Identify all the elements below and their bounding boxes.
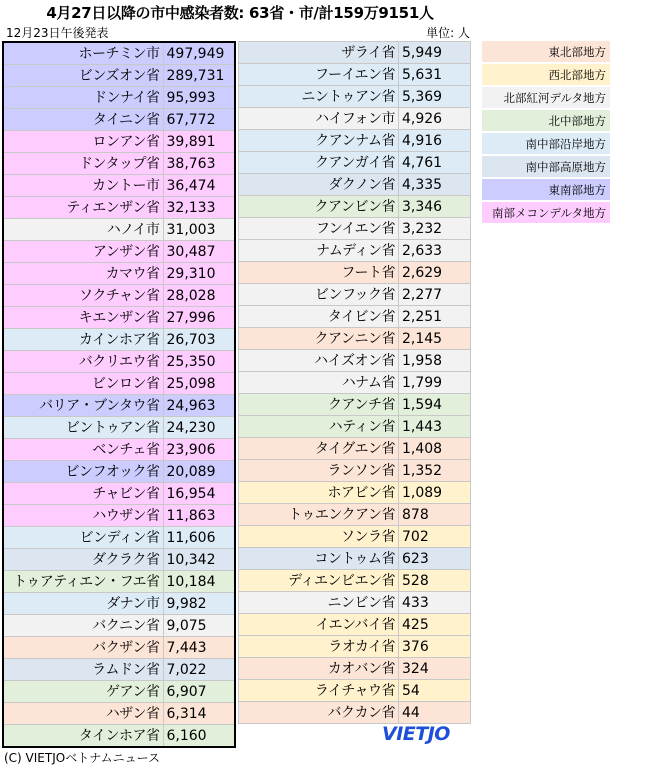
province-row xyxy=(3,461,235,483)
case-count: 44 xyxy=(399,702,471,724)
legend-item xyxy=(482,201,610,224)
province-row xyxy=(239,658,471,680)
province-name: アンザン省 xyxy=(3,241,163,263)
case-count: 54 xyxy=(399,680,471,702)
province-row xyxy=(3,549,235,571)
case-count: 1,594 xyxy=(399,394,471,416)
legend-item xyxy=(482,86,610,109)
province-name: ハウザン省 xyxy=(3,505,163,527)
province-name: ラムドン省 xyxy=(3,659,163,681)
province-row xyxy=(239,680,471,702)
case-count: 4,761 xyxy=(399,152,471,174)
case-count: 289,731 xyxy=(163,65,235,87)
province-row xyxy=(239,702,471,724)
province-row xyxy=(239,64,471,86)
case-count: 27,996 xyxy=(163,307,235,329)
case-count: 38,763 xyxy=(163,153,235,175)
province-row xyxy=(3,395,235,417)
province-name: ビンロン省 xyxy=(3,373,163,395)
province-row xyxy=(239,328,471,350)
province-row xyxy=(239,394,471,416)
province-row xyxy=(239,548,471,570)
legend-item xyxy=(482,155,610,178)
province-row xyxy=(3,263,235,285)
case-count: 5,949 xyxy=(399,42,471,64)
case-count: 28,028 xyxy=(163,285,235,307)
legend-label: 東南部地方 xyxy=(482,178,610,201)
legend-item xyxy=(482,109,610,132)
province-row xyxy=(239,416,471,438)
case-count: 67,772 xyxy=(163,109,235,131)
province-name: ライチャウ省 xyxy=(239,680,399,702)
legend-label: 東北部地方 xyxy=(482,41,610,63)
province-row xyxy=(239,130,471,152)
case-count: 31,003 xyxy=(163,219,235,241)
legend-label: 北中部地方 xyxy=(482,109,610,132)
province-name: ビンズオン省 xyxy=(3,65,163,87)
legend-label: 北部紅河デルタ地方 xyxy=(482,86,610,109)
province-row xyxy=(239,438,471,460)
case-count: 702 xyxy=(399,526,471,548)
province-row xyxy=(239,306,471,328)
province-row xyxy=(239,504,471,526)
province-row xyxy=(3,285,235,307)
province-name: クアンビン省 xyxy=(239,196,399,218)
province-row xyxy=(3,373,235,395)
case-count: 1,408 xyxy=(399,438,471,460)
case-count: 324 xyxy=(399,658,471,680)
province-name: ドンナイ省 xyxy=(3,87,163,109)
case-count: 2,633 xyxy=(399,240,471,262)
province-name: カマウ省 xyxy=(3,263,163,285)
case-count: 11,863 xyxy=(163,505,235,527)
province-row xyxy=(239,570,471,592)
case-count: 2,277 xyxy=(399,284,471,306)
legend-label: 南部メコンデルタ地方 xyxy=(482,201,610,224)
province-name: ニンビン省 xyxy=(239,592,399,614)
legend-label: 西北部地方 xyxy=(482,63,610,86)
case-count: 4,926 xyxy=(399,108,471,130)
province-name: ホーチミン市 xyxy=(3,42,163,65)
province-name: クアンチ省 xyxy=(239,394,399,416)
province-row xyxy=(3,219,235,241)
province-row xyxy=(239,240,471,262)
province-name: タイビン省 xyxy=(239,306,399,328)
case-count: 30,487 xyxy=(163,241,235,263)
case-count: 878 xyxy=(399,504,471,526)
case-count: 26,703 xyxy=(163,329,235,351)
vietjo-logo: VIETJO xyxy=(382,723,450,745)
province-name: ハノイ市 xyxy=(3,219,163,241)
province-name: バクリエウ省 xyxy=(3,351,163,373)
province-row xyxy=(3,637,235,659)
case-count: 1,958 xyxy=(399,350,471,372)
case-count: 29,310 xyxy=(163,263,235,285)
case-count: 1,089 xyxy=(399,482,471,504)
legend-label: 南中部高原地方 xyxy=(482,155,610,178)
province-name: コントゥム省 xyxy=(239,548,399,570)
province-row xyxy=(239,460,471,482)
copyright-text: (C) VIETJOベトナムニュース xyxy=(4,751,161,765)
case-count: 6,907 xyxy=(163,681,235,703)
province-name: フンイエン省 xyxy=(239,218,399,240)
case-count: 3,232 xyxy=(399,218,471,240)
province-row xyxy=(3,505,235,527)
case-count: 497,949 xyxy=(163,42,235,65)
province-row xyxy=(3,703,235,725)
case-count: 1,443 xyxy=(399,416,471,438)
province-row xyxy=(239,86,471,108)
province-name: フーイエン省 xyxy=(239,64,399,86)
page-title: 4月27日以降の市中感染者数: 63省・市/計159万9151人 xyxy=(46,4,434,22)
province-row xyxy=(3,241,235,263)
province-row xyxy=(3,681,235,703)
publish-date: 12月23日午後発表 xyxy=(6,26,109,40)
case-count: 39,891 xyxy=(163,131,235,153)
province-name: ハティン省 xyxy=(239,416,399,438)
province-name: ラオカイ省 xyxy=(239,636,399,658)
province-row xyxy=(3,417,235,439)
province-name: ダクラク省 xyxy=(3,549,163,571)
legend-item xyxy=(482,63,610,86)
province-name: ダナン市 xyxy=(3,593,163,615)
province-name: チャビン省 xyxy=(3,483,163,505)
province-row xyxy=(239,592,471,614)
province-name: ランソン省 xyxy=(239,460,399,482)
province-row xyxy=(239,372,471,394)
province-row xyxy=(3,109,235,131)
case-count: 433 xyxy=(399,592,471,614)
province-row xyxy=(3,725,235,748)
province-row xyxy=(3,65,235,87)
province-name: ハザン省 xyxy=(3,703,163,725)
province-name: ハナム省 xyxy=(239,372,399,394)
province-name: ディエンビエン省 xyxy=(239,570,399,592)
province-name: ビンフック省 xyxy=(239,284,399,306)
province-row xyxy=(239,174,471,196)
province-row xyxy=(239,262,471,284)
province-row xyxy=(3,153,235,175)
case-count: 7,443 xyxy=(163,637,235,659)
province-name: バクニン省 xyxy=(3,615,163,637)
province-row xyxy=(3,87,235,109)
legend-label: 南中部沿岸地方 xyxy=(482,132,610,155)
province-row xyxy=(3,571,235,593)
province-row xyxy=(239,636,471,658)
province-row xyxy=(239,42,471,64)
case-count: 3,346 xyxy=(399,196,471,218)
province-name: ナムディン省 xyxy=(239,240,399,262)
province-name: クアンガイ省 xyxy=(239,152,399,174)
province-row xyxy=(3,351,235,373)
province-row xyxy=(3,307,235,329)
province-row xyxy=(3,659,235,681)
province-name: クアンナム省 xyxy=(239,130,399,152)
province-name: ハイズオン省 xyxy=(239,350,399,372)
province-name: カオバン省 xyxy=(239,658,399,680)
province-row xyxy=(3,439,235,461)
province-name: ソンラ省 xyxy=(239,526,399,548)
case-count: 2,629 xyxy=(399,262,471,284)
province-name: タインホア省 xyxy=(3,725,163,748)
province-name: クアンニン省 xyxy=(239,328,399,350)
province-name: トゥアティエン・フエ省 xyxy=(3,571,163,593)
region-legend xyxy=(482,41,610,225)
province-row xyxy=(239,614,471,636)
legend-item xyxy=(482,132,610,155)
case-count: 9,075 xyxy=(163,615,235,637)
province-table-right xyxy=(238,41,471,724)
case-count: 5,631 xyxy=(399,64,471,86)
case-count: 528 xyxy=(399,570,471,592)
legend-item xyxy=(482,41,610,63)
province-name: ドンタップ省 xyxy=(3,153,163,175)
legend-item xyxy=(482,178,610,201)
case-count: 24,963 xyxy=(163,395,235,417)
province-row xyxy=(3,615,235,637)
province-name: ザライ省 xyxy=(239,42,399,64)
province-name: タイグエン省 xyxy=(239,438,399,460)
case-count: 1,799 xyxy=(399,372,471,394)
case-count: 5,369 xyxy=(399,86,471,108)
case-count: 32,133 xyxy=(163,197,235,219)
province-row xyxy=(239,482,471,504)
case-count: 10,342 xyxy=(163,549,235,571)
province-name: ビンフオック省 xyxy=(3,461,163,483)
province-row xyxy=(239,152,471,174)
province-name: フート省 xyxy=(239,262,399,284)
case-count: 20,089 xyxy=(163,461,235,483)
province-row xyxy=(3,175,235,197)
province-name: トゥエンクアン省 xyxy=(239,504,399,526)
province-row xyxy=(3,593,235,615)
province-name: バクザン省 xyxy=(3,637,163,659)
case-count: 2,145 xyxy=(399,328,471,350)
case-count: 376 xyxy=(399,636,471,658)
case-count: 2,251 xyxy=(399,306,471,328)
case-count: 11,606 xyxy=(163,527,235,549)
province-row xyxy=(239,196,471,218)
case-count: 95,993 xyxy=(163,87,235,109)
province-name: カントー市 xyxy=(3,175,163,197)
province-row xyxy=(239,526,471,548)
province-name: ロンアン省 xyxy=(3,131,163,153)
case-count: 6,314 xyxy=(163,703,235,725)
province-row xyxy=(3,483,235,505)
case-count: 10,184 xyxy=(163,571,235,593)
case-count: 36,474 xyxy=(163,175,235,197)
unit-label: 単位: 人 xyxy=(426,26,470,40)
province-name: ビントゥアン省 xyxy=(3,417,163,439)
province-name: ソクチャン省 xyxy=(3,285,163,307)
province-name: ホアビン省 xyxy=(239,482,399,504)
province-name: ベンチェ省 xyxy=(3,439,163,461)
province-row xyxy=(239,218,471,240)
case-count: 425 xyxy=(399,614,471,636)
case-count: 9,982 xyxy=(163,593,235,615)
province-name: バリア・ブンタウ省 xyxy=(3,395,163,417)
province-name: イエンバイ省 xyxy=(239,614,399,636)
province-name: タイニン省 xyxy=(3,109,163,131)
province-name: キエンザン省 xyxy=(3,307,163,329)
province-row xyxy=(239,284,471,306)
province-row xyxy=(3,197,235,219)
case-count: 23,906 xyxy=(163,439,235,461)
province-name: ティエンザン省 xyxy=(3,197,163,219)
case-count: 7,022 xyxy=(163,659,235,681)
case-count: 4,916 xyxy=(399,130,471,152)
province-name: バクカン省 xyxy=(239,702,399,724)
province-row xyxy=(239,350,471,372)
province-name: カインホア省 xyxy=(3,329,163,351)
case-count: 6,160 xyxy=(163,725,235,748)
case-count: 623 xyxy=(399,548,471,570)
case-count: 4,335 xyxy=(399,174,471,196)
province-row xyxy=(239,108,471,130)
province-name: ゲアン省 xyxy=(3,681,163,703)
province-table-left xyxy=(2,41,236,748)
case-count: 25,350 xyxy=(163,351,235,373)
province-name: ダクノン省 xyxy=(239,174,399,196)
case-count: 24,230 xyxy=(163,417,235,439)
province-row xyxy=(3,329,235,351)
case-count: 25,098 xyxy=(163,373,235,395)
province-name: ビンディン省 xyxy=(3,527,163,549)
province-row xyxy=(3,42,235,65)
province-row xyxy=(3,527,235,549)
case-count: 16,954 xyxy=(163,483,235,505)
province-name: ニントゥアン省 xyxy=(239,86,399,108)
province-name: ハイフォン市 xyxy=(239,108,399,130)
case-count: 1,352 xyxy=(399,460,471,482)
province-row xyxy=(3,131,235,153)
